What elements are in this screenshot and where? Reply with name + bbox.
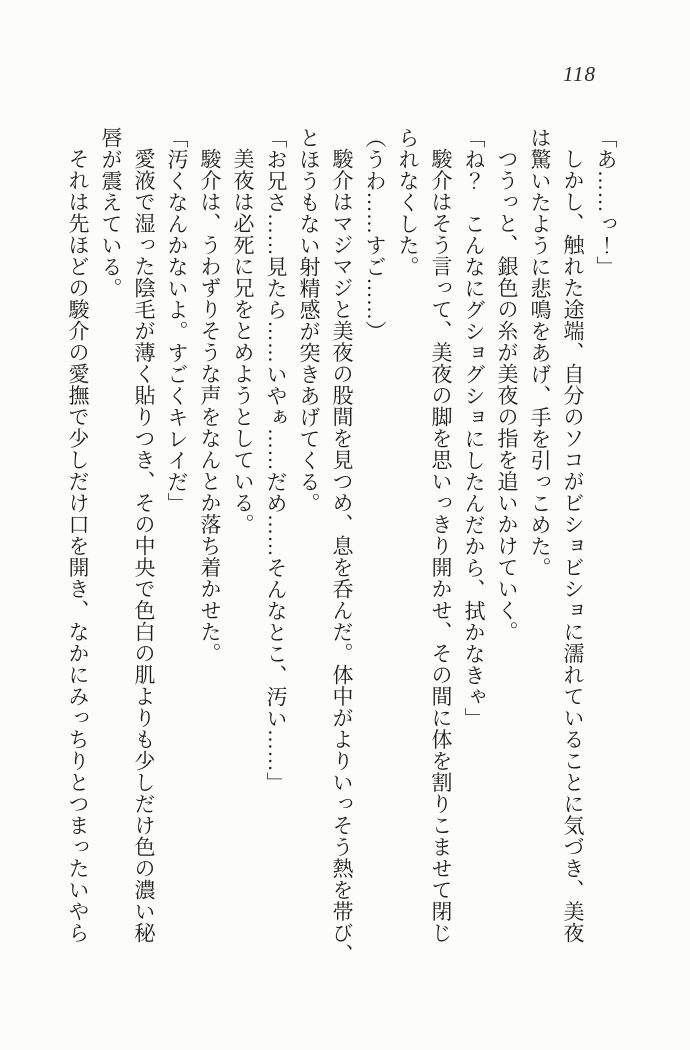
text-line: 駿介はそう言って、美夜の脚を思いっきり開かせ、その間に体を割りこませて閉じ [429,148,453,944]
text-line: それは先ほどの駿介の愛撫で少しだけ口を開き、なかにみっちりとつまったいやら [66,148,90,944]
text-line: 「お兄さ……見たら……いやぁ……だめ……そんなとこ、汚い……」 [264,127,288,794]
text-line: は驚いたように悲鳴をあげ、手を引っこめた。 [528,127,552,579]
page-number: 118 [563,62,596,86]
text-line: 愛液で湿った陰毛が薄く貼りつき、その中央で色白の肌よりも少しだけ色の濃い秘 [132,148,156,944]
text-line: 「ね？ こんなにグショグショにしたんだから、拭かなきゃ」 [462,127,486,729]
text-line: （うわ……すご……） [363,127,387,342]
text-line: られなくした。 [396,127,420,278]
body-text-block [61,127,622,965]
text-line: 駿介は、うわずりそうな声をなんとか落ち着かせた。 [198,148,222,664]
text-line: 「あ……っ！」 [594,127,618,278]
text-line: つうっと、銀色の糸が美夜の指を追いかけていく。 [495,148,519,643]
text-line: 「汚くなんかないよ。すごくキレイだ」 [165,127,189,514]
text-line: 唇が震えている。 [99,127,123,299]
text-line: 駿介はマジマジと美夜の股間を見つめ、息を呑んだ。体中がよりいっそう熱を帯び、 [330,148,354,965]
text-line: とほうもない射精感が突きあげてくる。 [297,127,321,514]
text-line: しかし、触れた途端、自分のソコがビショビショに濡れていることに気づき、美夜 [561,148,585,944]
text-line: 美夜は必死に兄をとめようとしている。 [231,148,255,535]
